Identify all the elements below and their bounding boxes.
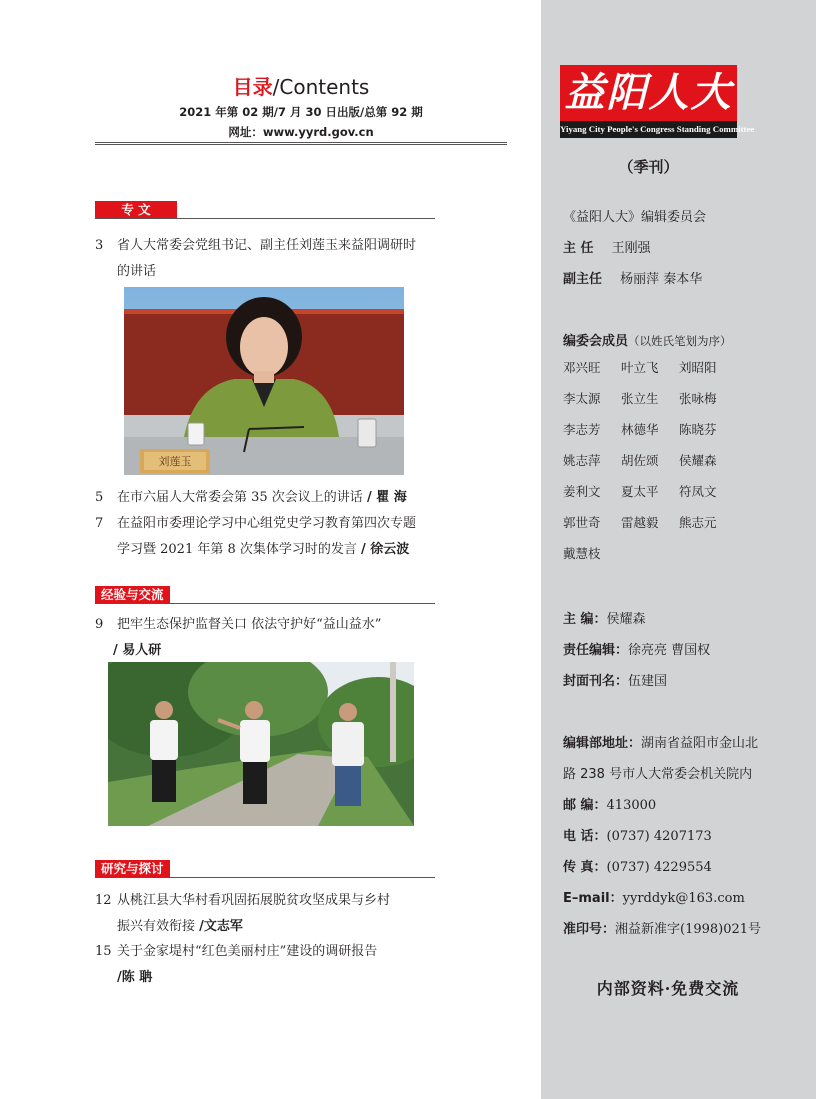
article-author-line bbox=[117, 966, 152, 990]
section-rule bbox=[95, 603, 435, 604]
member-name: 叶立飞 bbox=[621, 360, 659, 375]
header-rule bbox=[95, 142, 507, 145]
postcode-label: 邮 编： bbox=[563, 798, 607, 813]
section-rule bbox=[95, 877, 435, 878]
page-number: 12 bbox=[95, 893, 112, 908]
quarterly-label: （季刊） bbox=[618, 158, 679, 176]
nameplate-text: 刘莲玉 bbox=[158, 455, 192, 468]
committee-title: 《益阳人大》编辑委员会 bbox=[563, 210, 707, 225]
postcode-value: 413000 bbox=[606, 798, 657, 813]
website: 网址：www.yyrd.gov.cn bbox=[228, 125, 374, 139]
member-name: 邓兴旺 bbox=[563, 360, 601, 375]
vice-director-label: 副主任 bbox=[563, 272, 603, 287]
members-row bbox=[563, 420, 737, 451]
article-title-cont bbox=[117, 915, 243, 939]
member-name: 侯耀森 bbox=[679, 453, 717, 468]
member-name: 林德华 bbox=[621, 422, 659, 437]
member-name: 符凤文 bbox=[679, 484, 717, 499]
article-author: /陈 聃 bbox=[117, 970, 153, 985]
toc-title-en: /Contents bbox=[272, 75, 370, 99]
fax-label: 传 真： bbox=[563, 860, 607, 875]
member-name: 戴慧枝 bbox=[563, 546, 601, 561]
permit-row bbox=[563, 918, 761, 937]
article-title: 省人大常委会党组书记、副主任刘莲玉来益阳调研时 bbox=[117, 238, 417, 253]
photo-inspection bbox=[108, 662, 414, 826]
members-row bbox=[563, 389, 737, 420]
issue-info: 2021 年第 02 期/7 月 30 日出版/总第 92 期 bbox=[179, 105, 423, 119]
page-number: 15 bbox=[95, 944, 112, 959]
vice-director-row bbox=[563, 268, 702, 287]
page-number: 7 bbox=[95, 516, 104, 531]
article-title: 关于金家堤村“红色美丽村庄”建设的调研报告 bbox=[117, 944, 378, 959]
responsible-editor-value: 徐亮亮 曹国权 bbox=[628, 643, 711, 658]
speaker-photo-drawing bbox=[124, 287, 404, 475]
article-title-text: 在市六届人大常委会第 35 次会议上的讲话 bbox=[117, 490, 363, 505]
member-name: 张立生 bbox=[621, 391, 659, 406]
member-name: 雷越毅 bbox=[621, 515, 659, 530]
chief-editor-row bbox=[563, 608, 646, 627]
permit-value: 湘益新准字(1998)021号 bbox=[615, 922, 762, 937]
section-label: 经验与交流 bbox=[95, 586, 170, 604]
page-number: 9 bbox=[95, 617, 104, 632]
footer-note: 内部资料·免费交流 bbox=[596, 979, 740, 998]
members-row bbox=[563, 358, 737, 389]
article-title-text: 学习暨 2021 年第 8 次集体学习时的发言 bbox=[117, 542, 357, 557]
vice-director-value: 杨丽萍 秦本华 bbox=[620, 272, 703, 287]
fax-value: (0737) 4229554 bbox=[606, 860, 712, 875]
address-value: 湖南省益阳市金山北 bbox=[641, 736, 759, 751]
logo-title: 益阳人大 bbox=[564, 69, 733, 116]
email-label: E–mail： bbox=[563, 891, 623, 906]
article-author: / 徐云波 bbox=[361, 542, 410, 557]
phone-value: (0737) 4207173 bbox=[606, 829, 712, 844]
article-title-cont bbox=[117, 538, 409, 562]
magazine-logo bbox=[560, 65, 755, 138]
address-cont: 路 238 号市人大常委会机关院内 bbox=[563, 767, 753, 782]
responsible-editor-label: 责任编辑： bbox=[563, 643, 629, 658]
page-number: 3 bbox=[95, 238, 104, 253]
chief-editor-label: 主 编： bbox=[563, 612, 607, 627]
article-title-cont: 的讲话 bbox=[117, 264, 157, 279]
members-row bbox=[563, 451, 737, 482]
page-number: 5 bbox=[95, 490, 104, 505]
members-note: （以姓氏笔划为序） bbox=[628, 334, 732, 348]
article-title bbox=[117, 486, 407, 510]
member-name: 熊志元 bbox=[679, 515, 717, 530]
article-author: / 易人研 bbox=[113, 643, 162, 658]
member-name: 李太源 bbox=[563, 391, 601, 406]
director-label: 主 任 bbox=[563, 241, 594, 256]
inspection-photo-drawing bbox=[108, 662, 414, 826]
director-value: 王刚强 bbox=[611, 241, 651, 256]
article-title-text: 振兴有效衔接 bbox=[117, 919, 196, 934]
article-author: /文志军 bbox=[199, 919, 243, 934]
phone-label: 电 话： bbox=[563, 829, 607, 844]
fax-row bbox=[563, 856, 712, 875]
section-label: 专 文 bbox=[95, 201, 177, 219]
article-author-line bbox=[113, 639, 161, 663]
member-name: 姚志萍 bbox=[563, 453, 601, 468]
toc-title bbox=[95, 74, 507, 100]
members-row bbox=[563, 513, 737, 544]
email-row bbox=[563, 887, 745, 906]
members-label: 编委会成员 bbox=[563, 334, 629, 349]
cover-title-row bbox=[563, 670, 667, 689]
director-row bbox=[563, 237, 651, 256]
permit-label: 准印号： bbox=[563, 922, 616, 937]
phone-row bbox=[563, 825, 712, 844]
toc-header bbox=[95, 74, 507, 140]
article-title: 在益阳市委理论学习中心组党史学习教育第四次专题 bbox=[117, 516, 417, 531]
members-row bbox=[563, 482, 737, 513]
member-name: 胡佐颂 bbox=[621, 453, 659, 468]
email-value[interactable]: yyrddyk@163.com bbox=[622, 891, 745, 906]
article-author: / 瞿 海 bbox=[366, 490, 407, 505]
member-name: 陈晓芬 bbox=[679, 422, 717, 437]
postcode-row bbox=[563, 794, 656, 813]
member-name: 李志芳 bbox=[563, 422, 601, 437]
members-header bbox=[563, 330, 732, 349]
section-rule bbox=[95, 218, 435, 219]
address-label: 编辑部地址： bbox=[563, 736, 642, 751]
cover-title-label: 封面刊名： bbox=[563, 674, 629, 689]
cover-title-value: 伍建国 bbox=[628, 674, 668, 689]
chief-editor-value: 侯耀森 bbox=[606, 612, 646, 627]
section-label: 研究与探讨 bbox=[95, 860, 170, 878]
members-row bbox=[563, 544, 737, 575]
logo-subtitle: Yiyang City People's Congress Standing Committee bbox=[560, 121, 737, 138]
member-name: 姜利文 bbox=[563, 484, 601, 499]
article-title: 把牢生态保护监督关口 依法守护好“益山益水” bbox=[117, 617, 382, 632]
member-name: 张咏梅 bbox=[679, 391, 717, 406]
responsible-editor-row bbox=[563, 639, 710, 658]
member-name: 郭世奇 bbox=[563, 515, 601, 530]
address-row bbox=[563, 732, 758, 751]
photo-speaker bbox=[124, 287, 404, 475]
member-name: 夏太平 bbox=[621, 484, 659, 499]
members-list bbox=[563, 358, 737, 575]
toc-title-cn: 目录 bbox=[232, 75, 273, 99]
article-title: 从桃江县大华村看巩固拓展脱贫攻坚成果与乡村 bbox=[117, 893, 391, 908]
member-name: 刘昭阳 bbox=[679, 360, 717, 375]
